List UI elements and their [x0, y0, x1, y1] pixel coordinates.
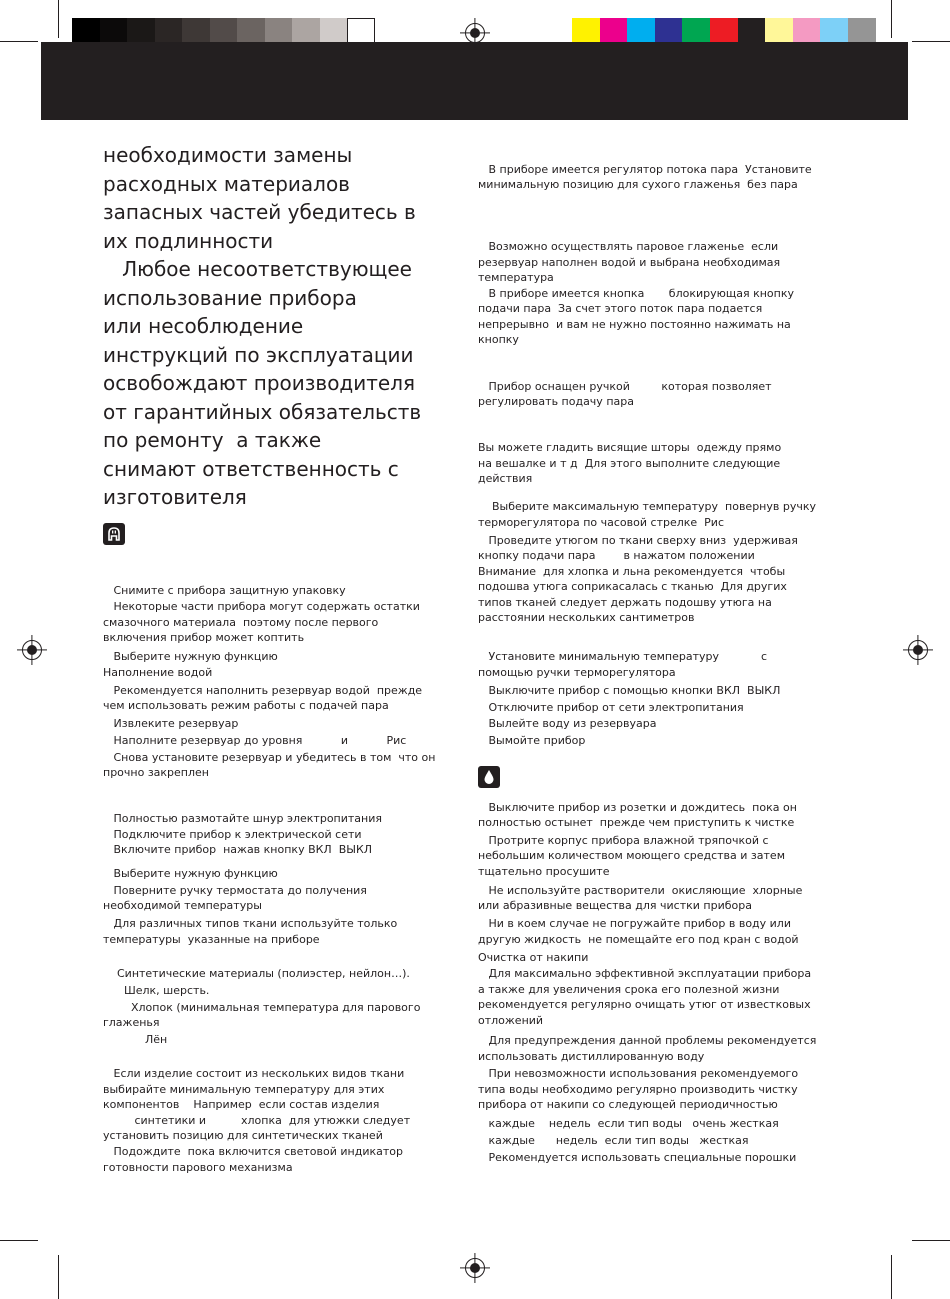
text-line: прибора от накипи со следующей периодичностью [478, 1098, 778, 1111]
intro-line: или несоблюдение [103, 314, 304, 338]
text-line: резервуар наполнен водой и выбрана необходимая [478, 256, 781, 269]
text-line: Извлеките резервуар [103, 717, 239, 730]
registration-mark-left-icon [22, 640, 42, 660]
text-line: Установите минимальную температуру с [478, 650, 767, 663]
text-line: Отключите прибор от сети электропитания [478, 701, 744, 714]
text-line: Лён [103, 1033, 168, 1046]
text-line: Не используйте растворители окисляющие хлорные [478, 884, 803, 897]
text-line: Для различных типов ткани используйте только [103, 917, 398, 930]
text-line: помощью ручки терморегулятора [478, 666, 676, 679]
text-line: на вешалке и т д Для этого выполните следующие [478, 457, 781, 470]
text-line: смазочного материала поэтому после первого [103, 616, 379, 629]
text-line: необходимой температуры [103, 899, 262, 912]
text-line: полностью остынет прежде чем приступить к чистке [478, 816, 795, 829]
text-line: подачи пара За счет этого поток пара подается [478, 302, 763, 315]
text-line: кнопку подачи пара в нажатом положении [478, 549, 755, 562]
text-line: Выключите прибор с помощью кнопки ВКЛ ВЫКЛ [478, 684, 781, 697]
text-line: типов тканей следует держать подошву утюга на [478, 596, 772, 609]
text-line: Внимание для хлопка и льна рекомендуется чтобы [478, 565, 786, 578]
text-line: компонентов Например если состав изделия [103, 1098, 380, 1111]
intro-line: запасных частей убедитесь в [103, 200, 416, 224]
crop-mark [58, 1255, 59, 1299]
crop-mark [0, 41, 38, 42]
intro-line: освобождают производителя [103, 371, 416, 395]
text-line: прочно закреплен [103, 766, 209, 779]
text-line: кнопку [478, 333, 519, 346]
text-line: Подождите пока включится световой индикатор [103, 1145, 403, 1158]
intro-line: от гарантийных обязательств [103, 399, 422, 424]
registration-mark-top-icon [465, 23, 485, 43]
text-line: Если изделие состоит из нескольких видов ткани [103, 1067, 405, 1080]
text-line: Полностью размотайте шнур электропитания [103, 812, 383, 825]
text-line: температура [478, 271, 554, 284]
text-line: чем использовать режим работы с подачей пара [103, 699, 389, 712]
header-band [41, 42, 908, 120]
text-line: каждые недель если тип воды жесткая [478, 1134, 749, 1147]
text-line: Некоторые части прибора могут содержать остатки [103, 600, 420, 613]
text-line: Наполните резервуар до уровня и Рис [103, 734, 407, 747]
text-line: готовности парового механизма [103, 1161, 293, 1174]
registration-mark-bottom-icon [465, 1258, 485, 1278]
text-line: Включите прибор нажав кнопку ВКЛ ВЫКЛ [103, 843, 373, 856]
text-line: Вымойте прибор [478, 734, 586, 747]
text-line: выбирайте минимальную температуру для этих [103, 1083, 385, 1096]
crop-mark [891, 1255, 892, 1299]
text-line: Хлопок (минимальная температура для парового [103, 1001, 421, 1014]
intro-line: необходимости замены [103, 143, 353, 167]
crop-mark [912, 41, 950, 42]
text-line: Для максимально эффективной эксплуатации прибора [478, 967, 812, 980]
text-line: небольшим количеством моющего средства и затем [478, 849, 785, 862]
intro-line: снимают ответственность с [103, 456, 399, 481]
intro-line: по ремонту а также [103, 428, 322, 452]
intro-line: их подлинности [103, 228, 274, 253]
text-line: При невозможности использования рекомендуемого [478, 1067, 799, 1080]
text-line: Вы можете гладить висящие шторы одежду прямо [478, 441, 782, 454]
text-line: действия [478, 472, 533, 485]
crop-mark [0, 1240, 38, 1241]
crop-mark [912, 1240, 950, 1241]
text-line: подошва утюга соприкасалась с тканью Для других [478, 580, 787, 593]
intro-line: инструкций по эксплуатации [103, 342, 414, 367]
text-line: или абразивные вещества для чистки прибора [478, 899, 752, 912]
text-line: Синтетические материалы (полиэстер, нейлон…). [103, 967, 410, 980]
text-line: Рекомендуется наполнить резервуар водой прежде [103, 684, 423, 697]
text-line: Для предупреждения данной проблемы рекомендуется [478, 1034, 817, 1047]
text-line: Снимите с прибора защитную упаковку [103, 584, 346, 597]
crop-mark [891, 0, 892, 38]
text-line: Снова установите резервуар и убедитесь в том что он [103, 751, 436, 764]
text-line: глаженья [103, 1016, 160, 1029]
registration-mark-right-icon [908, 640, 928, 660]
text-line: Выберите максимальную температуру повернув ручку [478, 500, 817, 513]
text-line: Возможно осуществлять паровое глаженье если [478, 240, 779, 253]
text-line: Подключите прибор к электрической сети [103, 828, 362, 841]
text-line: непрерывно и вам не нужно постоянно нажимать на [478, 318, 791, 331]
text-line: тщательно просушите [478, 865, 610, 878]
text-line: Рекомендуется использовать специальные порошки [478, 1151, 797, 1164]
text-line: Выключите прибор из розетки и дождитесь пока он [478, 801, 797, 814]
text-line: установить позицию для синтетических тканей [103, 1129, 383, 1142]
water-drop-icon [478, 766, 500, 788]
text-line: Выберите нужную функцию [103, 867, 278, 880]
text-line: Ни в коем случае не погружайте прибор в воду или [478, 917, 791, 930]
intro-line: изготовителя [103, 485, 247, 509]
text-line: Выберите нужную функцию [103, 650, 278, 663]
text-line: температуры указанные на приборе [103, 933, 320, 946]
text-line: синтетики и хлопка для утюжки следует [103, 1114, 411, 1127]
text-line: каждые недель если тип воды очень жесткая [478, 1117, 779, 1130]
text-line: Проведите утюгом по ткани сверху вниз удерживая [478, 534, 798, 547]
plug-icon [103, 523, 125, 545]
crop-mark [58, 0, 59, 38]
text-line: использовать дистиллированную воду [478, 1050, 705, 1063]
text-line: включения прибор может коптить [103, 631, 305, 644]
text-line: Протрите корпус прибора влажной тряпочкой с [478, 834, 769, 847]
intro-line: использование прибора [103, 285, 357, 310]
text-line: регулировать подачу пара [478, 395, 634, 408]
text-line: Шелк, шерсть. [103, 984, 210, 997]
intro-text [103, 141, 443, 512]
text-line: Наполнение водой [103, 666, 213, 679]
text-line: отложений [478, 1014, 544, 1027]
text-line: Прибор оснащен ручкой которая позволяет [478, 380, 772, 393]
text-line: другую жидкость не помещайте его под кран с водой [478, 933, 799, 946]
text-line: Очистка от накипи [478, 951, 589, 964]
text-line: В приборе имеется регулятор потока пара Установите [478, 163, 812, 176]
text-line: Вылейте воду из резервуара [478, 717, 657, 730]
text-line: рекомендуется регулярно очищать утюг от известковых [478, 998, 811, 1011]
text-line: расстоянии нескольких сантиметров [478, 611, 695, 624]
text-line: терморегулятора по часовой стрелке Рис [478, 516, 724, 529]
text-line: типа воды необходимо регулярно производить чистку [478, 1083, 798, 1096]
intro-line: Любое несоответствующее [103, 257, 412, 281]
text-line: а также для увеличения срока его полезной жизни [478, 983, 780, 996]
text-line: Поверните ручку термостата до получения [103, 884, 367, 897]
text-line: минимальную позицию для сухого глаженья без пара [478, 178, 798, 191]
text-line: В приборе имеется кнопка блокирующая кнопку [478, 287, 795, 300]
intro-line: расходных материалов [103, 171, 350, 196]
